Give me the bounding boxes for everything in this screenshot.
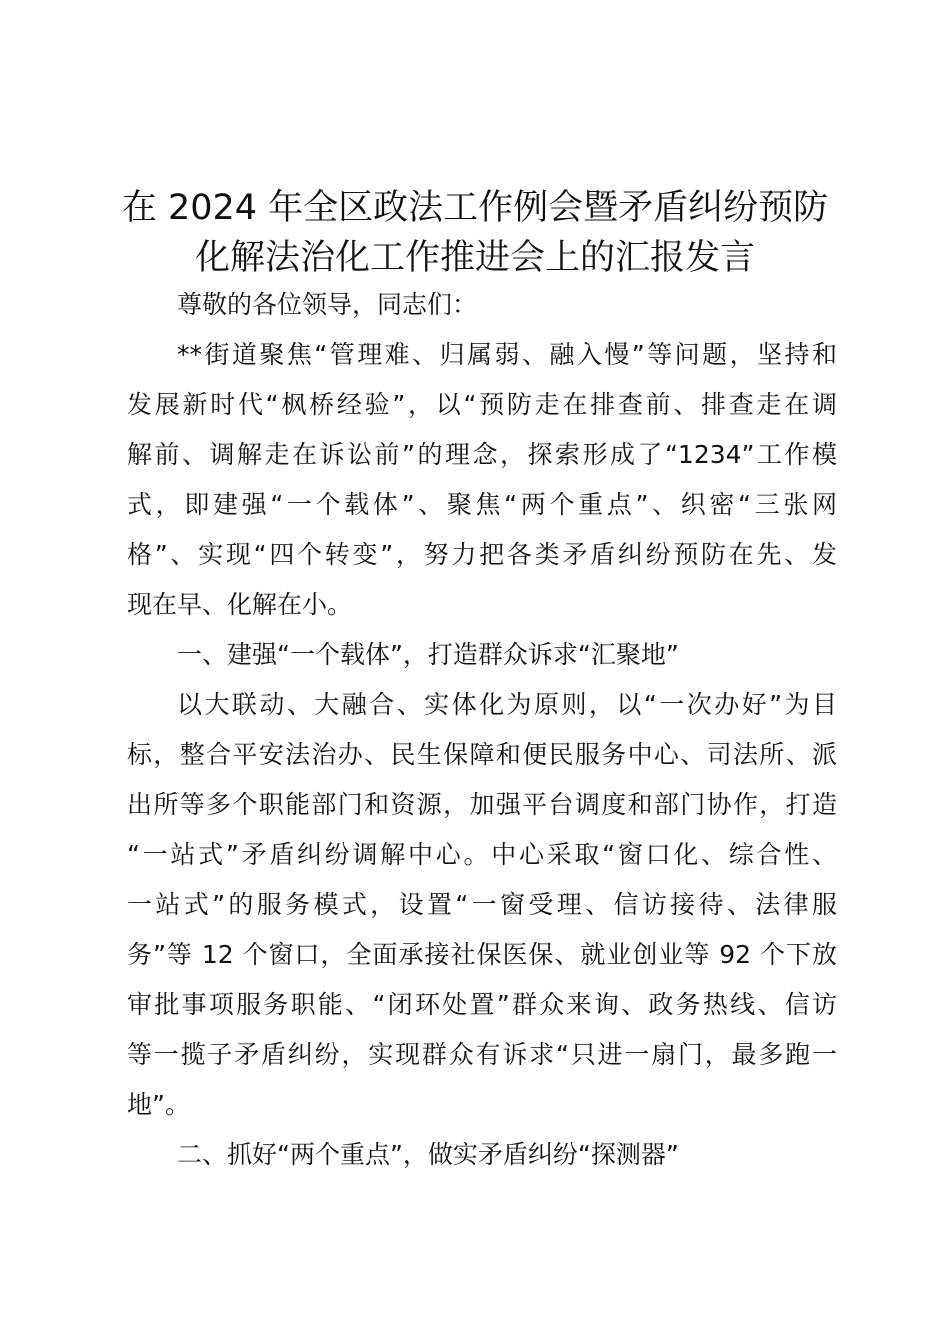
section-1-line-4: “一站式”矛盾纠纷调解中心。中心采取“窗口化、综合性、 bbox=[127, 840, 837, 869]
intro-line-6: 现在早、化解在小。 bbox=[127, 590, 353, 619]
intro-line-3: 解前、调解走在诉讼前”的理念，探索形成了“1234”工作模 bbox=[127, 440, 837, 469]
section-1-line-5: 一站式”的服务模式，设置“一窗受理、信访接待、法律服 bbox=[127, 890, 837, 919]
section-1-line-7: 审批事项服务职能、“闭环处置”群众来询、政务热线、信访 bbox=[127, 990, 837, 1019]
section-1-line-9: 地”。 bbox=[127, 1090, 190, 1119]
section-1-line-3: 出所等多个职能部门和资源，加强平台调度和部门协作，打造 bbox=[127, 790, 837, 819]
section-1-line-1: 以大联动、大融合、实体化为原则，以“一次办好”为目 bbox=[177, 690, 837, 719]
section-1-heading: 一、建强“一个载体”，打造群众诉求“汇聚地” bbox=[177, 640, 679, 669]
document-title-line-1: 在 2024 年全区政法工作例会暨矛盾纠纷预防 bbox=[121, 188, 829, 228]
intro-line-1: **街道聚焦“管理难、归属弱、融入慢”等问题，坚持和 bbox=[177, 340, 837, 369]
section-1-line-6: 务”等 12 个窗口，全面承接社保医保、就业创业等 92 个下放 bbox=[127, 940, 837, 969]
salutation: 尊敬的各位领导，同志们： bbox=[177, 290, 478, 319]
document-title-line-2: 化解法治化工作推进会上的汇报发言 bbox=[194, 238, 755, 278]
section-1-line-8: 等一揽子矛盾纠纷，实现群众有诉求“只进一扇门，最多跑一 bbox=[127, 1040, 837, 1069]
section-2-heading: 二、抓好“两个重点”，做实矛盾纠纷“探测器” bbox=[177, 1140, 679, 1169]
intro-line-2: 发展新时代“枫桥经验”，以“预防走在排查前、排查走在调 bbox=[127, 390, 837, 419]
intro-line-4: 式，即建强“一个载体”、聚焦“两个重点”、织密“三张网 bbox=[127, 490, 837, 519]
intro-line-5: 格”、实现“四个转变”，努力把各类矛盾纠纷预防在先、发 bbox=[127, 540, 837, 569]
section-1-line-2: 标，整合平安法治办、民生保障和便民服务中心、司法所、派 bbox=[127, 740, 837, 769]
